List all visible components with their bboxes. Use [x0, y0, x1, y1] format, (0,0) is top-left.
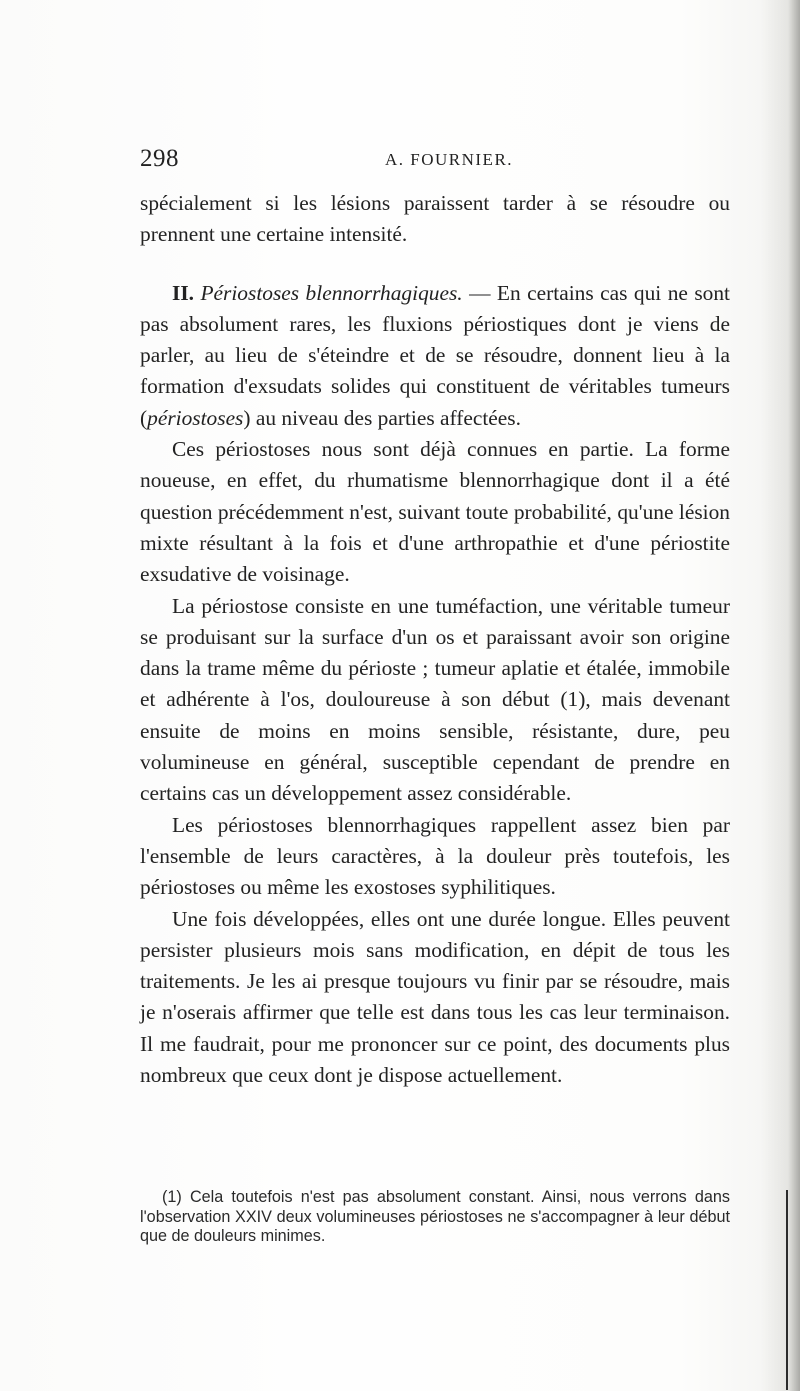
- paragraph-text: ) au niveau des parties affectées.: [243, 405, 521, 430]
- page-number: 298: [140, 145, 179, 172]
- paragraph: Les périostoses blennorrhagiques rappellent assez bien par l'ensemble de leurs caractères, à la douleur près toutefois, les périostoses ou même les exostoses syphilitiques.: [140, 812, 730, 900]
- footnote: [140, 1188, 730, 1247]
- body-text: [140, 188, 730, 1091]
- section-title: Périostoses blennorrhagiques.: [200, 280, 463, 305]
- running-head: A. FOURNIER.: [385, 150, 514, 169]
- footnote-text: (1) Cela toutefois n'est pas absolument constant. Ainsi, nous verrons dans l'observation XXIV deux volumineuses périostoses ne s'accompagner à leur début que de douleurs minimes.: [140, 1188, 730, 1245]
- page-header: [140, 145, 730, 179]
- page-edge-shadow: [760, 0, 800, 1391]
- binding-line: [786, 1190, 788, 1390]
- italic-term: périostoses: [147, 405, 244, 430]
- paragraph-text: — En certains cas qui ne sont pas absolument rares, les fluxions périostiques dont je viens de parler, au lieu de s'éteindre et de se résoudre, donnent lieu à la formation d'exsudats solides qui constituent de véritables tumeurs (: [140, 280, 730, 430]
- paragraph: Une fois développées, elles ont une durée longue. Elles peuvent persister plusieurs mois sans modification, en dépit de tous les traitements. Je les ai presque toujours vu finir par se résoudre, mais je n'oserais affirmer que telle est dans tous les cas leur terminaison. Il me faudrait, pour me prononcer sur ce point, des documents plus nombreux que ceux dont je dispose actuellement.: [140, 906, 730, 1088]
- paragraph: spécialement si les lésions paraissent tarder à se résoudre ou prennent une certaine intensité.: [140, 191, 730, 247]
- section-number: II.: [172, 280, 194, 305]
- paragraph: La périostose consiste en une tuméfaction, une véritable tumeur se produisant sur la surface d'un os et paraissant avoir son origine dans la trame même du périoste ; tumeur aplatie et étalée, immobile et adhérente à l'os, douloureuse à son début (1), mais devenant ensuite de moins en moins sensible, résistante, dure, peu volumineuse en général, susceptible cependant de prendre en certains cas un développement assez considérable.: [140, 593, 730, 806]
- section-paragraph: [140, 278, 730, 434]
- paragraph: Ces périostoses nous sont déjà connues en partie. La forme noueuse, en effet, du rhumatisme blennorrhagique dont il a été question précédemment n'est, suivant toute probabilité, qu'une lésion mixte résultant à la fois et d'une arthropathie et d'une périostite exsudative de voisinage.: [140, 437, 730, 587]
